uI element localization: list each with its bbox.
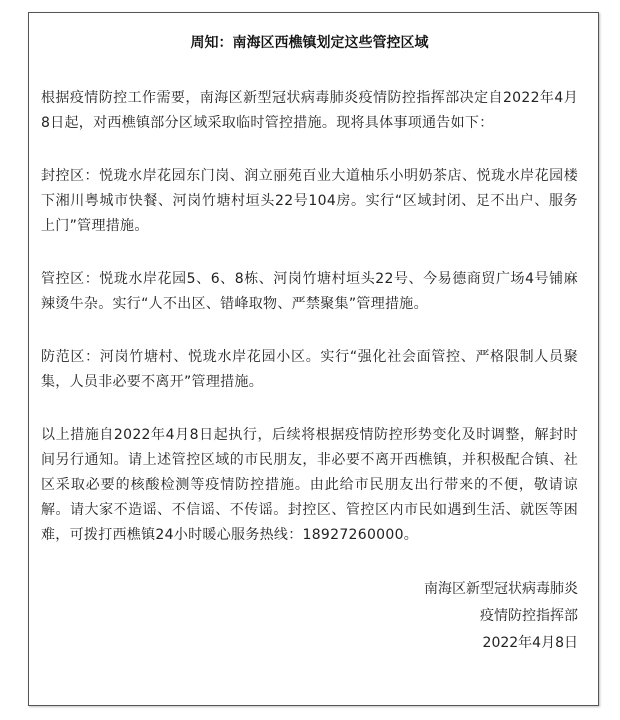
signature-date: 2022年4月8日 — [482, 635, 578, 651]
signature-block — [41, 576, 578, 657]
notice-frame — [28, 12, 599, 706]
closing-paragraph: 以上措施自2022年4月8日起执行，后续将根据疫情防控形势变化及时调整，解封时间另行通知。请上述管控区域的市民朋友，非必要不离开西樵镇，并积极配合镇、社区采取必要的核酸检测等疫情防控措施。由此给市民朋友出行带来的不便，敬请谅解。请大家不造谣、不信谣、不传谣。封控区、管控区内市民如遇到生活、就医等困难，可拨打西樵镇24小时暖心服务热线：18927260000。 — [41, 427, 578, 543]
notice-title: 周知：南海区西樵镇划定这些管控区域 — [190, 35, 429, 51]
lockdown-zone-paragraph: 封控区：悦珑水岸花园东门岗、润立丽苑百业大道柚乐小明奶茶店、悦珑水岸花园楼下湘川粤城市快餐、河岗竹塘村垣头22号104房。实行“区域封闭、足不出户、服务上门”管理措施。 — [41, 168, 578, 234]
signature-org-line2: 疫情防控指挥部 — [480, 608, 578, 624]
prevention-zone-paragraph: 防范区：河岗竹塘村、悦珑水岸花园小区。实行“强化社会面管控、严格限制人员聚集，人员非必要不离开”管理措施。 — [41, 349, 578, 390]
intro-paragraph: 根据疫情防控工作需要，南海区新型冠状病毒肺炎疫情防控指挥部决定自2022年4月8日起，对西樵镇部分区域采取临时管控措施。现将具体事项通告如下： — [41, 90, 578, 131]
control-zone-paragraph: 管控区：悦珑水岸花园5、6、8栋、河岗竹塘村垣头22号、今易德商贸广场4号铺麻辣烫牛杂。实行“人不出区、错峰取物、严禁聚集”管理措施。 — [41, 271, 578, 312]
signature-org-line1: 南海区新型冠状病毒肺炎 — [424, 581, 578, 597]
